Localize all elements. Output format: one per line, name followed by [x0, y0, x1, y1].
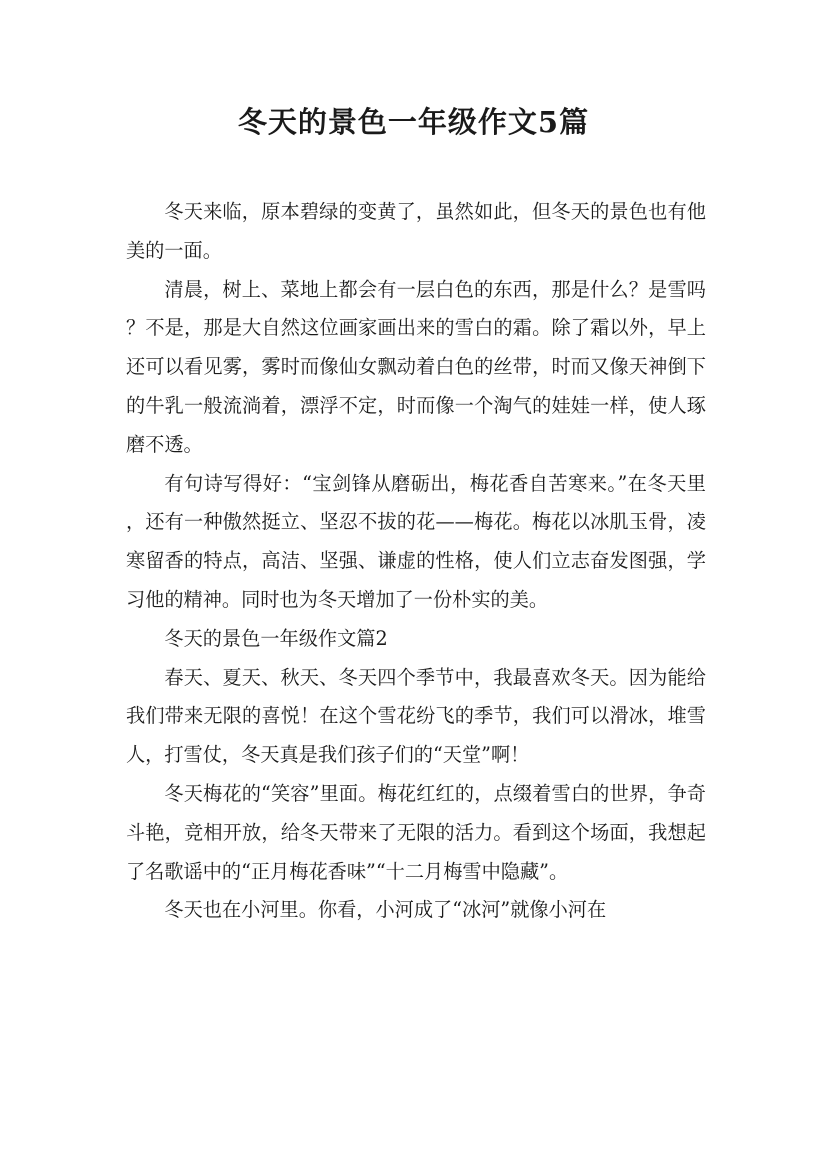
document-body	[126, 193, 706, 930]
paragraph-river: 冬天也在小河里。你看，小河成了“冰河”就像小河在	[164, 898, 607, 922]
paragraph-morning-frost: 清晨，树上、菜地上都会有一层白色的东西，那是什么？是雪吗？不是，那是大自然这位画家画出来的雪白的霜。除了霜以外，早上还可以看见雾，雾时而像仙女飘动着白色的丝带，时而又像天神倒下的牛乳一般流淌着，漂浮不定，时而像一个淘气的娃娃一样，使人琢磨不透。	[126, 277, 706, 456]
paragraph-plum-blossom: 有句诗写得好：“宝剑锋从磨砺出，梅花香自苦寒来。”在冬天里，还有一种傲然挺立、坚忍不拔的花——梅花。梅花以冰肌玉骨，凌寒留香的特点，高洁、坚强、谦虚的性格，使人们立志奋发图强，学习他的精神。同时也为冬天增加了一份朴实的美。	[126, 471, 706, 611]
paragraph-intro: 冬天来临，原本碧绿的变黄了，虽然如此，但冬天的景色也有他美的一面。	[126, 200, 706, 262]
section-heading-2: 冬天的景色一年级作文篇2	[164, 626, 388, 650]
paragraph-plum-smile: 冬天梅花的“笑容”里面。梅花红红的，点缀着雪白的世界，争奇斗艳，竞相开放，给冬天带来了无限的活力。看到这个场面，我想起了名歌谣中的“正月梅花香味”“十二月梅雪中隐藏”。	[126, 781, 706, 883]
paragraph-four-seasons: 春天、夏天、秋天、冬天四个季节中，我最喜欢冬天。因为能给我们带来无限的喜悦！在这个雪花纷飞的季节，我们可以滑冰，堆雪人，打雪仗，冬天真是我们孩子们的“天堂”啊！	[126, 665, 706, 767]
document-title: 冬天的景色一年级作文5篇	[237, 105, 590, 139]
